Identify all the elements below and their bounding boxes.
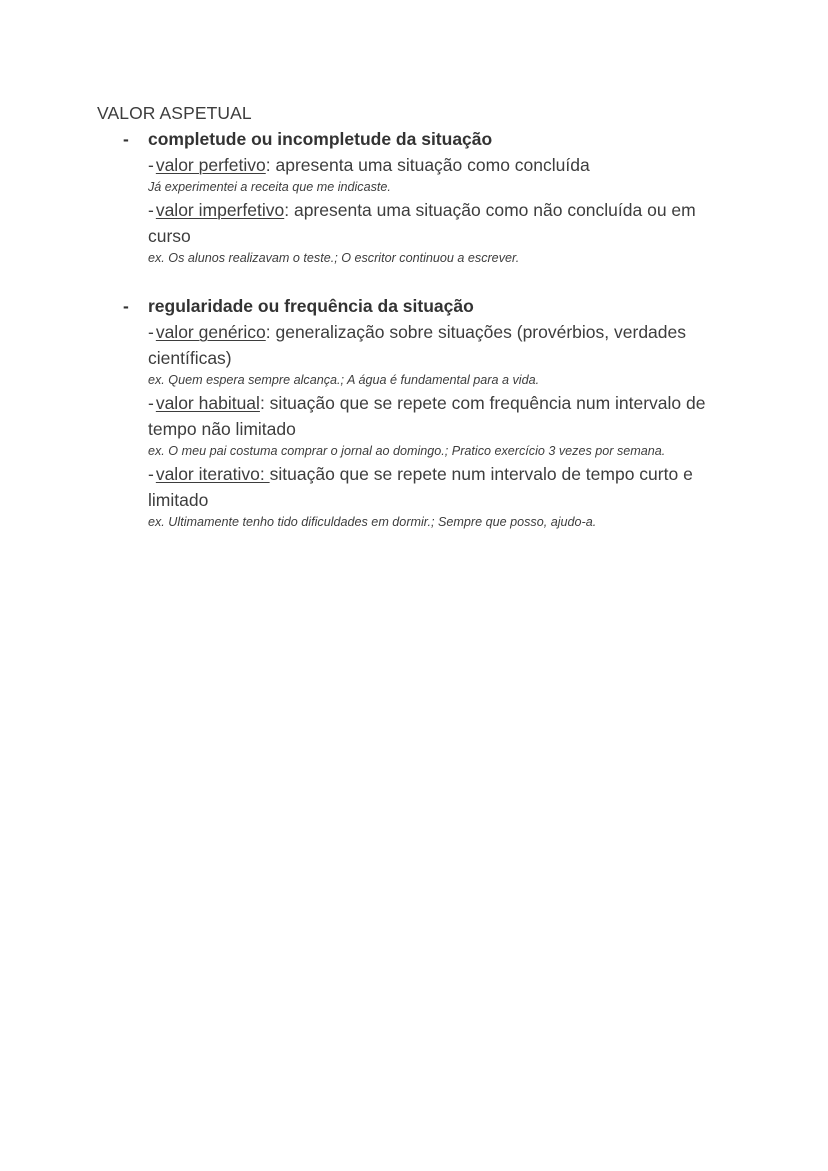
term-label: valor genérico <box>155 322 266 342</box>
term-separator: : <box>259 393 265 413</box>
page-title: VALOR ASPETUAL <box>97 103 252 123</box>
term-separator: : <box>265 155 271 175</box>
term-label: valor perfetivo <box>155 155 266 175</box>
bullet-marker-icon: - <box>123 296 129 316</box>
definition-text: generalização sobre situações (provérbios, verdades científicas) <box>148 322 686 368</box>
section-heading <box>123 293 757 319</box>
list-item <box>148 197 757 249</box>
list-item <box>148 152 757 178</box>
section-heading-label: completude ou incompletude da situação <box>148 129 493 149</box>
definition-text: situação que se repete num intervalo de tempo curto e limitado <box>148 464 693 510</box>
example-text: ex. Quem espera sempre alcança.; A água é fundamental para a vida. <box>148 373 540 387</box>
section-regularidade <box>97 293 757 532</box>
example-text: ex. Ultimamente tenho tido dificuldades em dormir.; Sempre que posso, ajudo-a. <box>148 515 597 529</box>
list-item <box>148 461 757 513</box>
term-label: valor habitual <box>155 393 260 413</box>
term-label: valor imperfetivo <box>155 200 285 220</box>
subitem-marker-icon: - <box>148 155 154 175</box>
example-text: ex. O meu pai costuma comprar o jornal ao domingo.; Pratico exercício 3 vezes por semana. <box>148 444 666 458</box>
subitem-text <box>148 197 728 249</box>
definition-text: apresenta uma situação como concluída <box>270 155 590 175</box>
term-label: valor iterativo: <box>155 464 270 484</box>
subitem-text <box>148 319 728 371</box>
list-item <box>148 390 757 442</box>
list-item <box>148 319 757 371</box>
subitem-text <box>148 390 728 442</box>
term-separator: : <box>284 200 290 220</box>
subitem-marker-icon: - <box>148 464 154 484</box>
subitem-text <box>148 461 728 513</box>
subitem-text <box>148 152 728 178</box>
definition-text: situação que se repete com frequência num intervalo de tempo não limitado <box>148 393 706 439</box>
section-heading <box>123 126 757 152</box>
example-text: Já experimentei a receita que me indicaste. <box>148 180 391 194</box>
term-separator: : <box>265 322 271 342</box>
subitem-marker-icon: - <box>148 322 154 342</box>
bullet-marker-icon: - <box>123 129 129 149</box>
section-completude <box>97 126 757 268</box>
document-body <box>97 101 757 532</box>
subitem-marker-icon: - <box>148 200 154 220</box>
example-text: ex. Os alunos realizavam o teste.; O escritor continuou a escrever. <box>148 251 520 265</box>
section-heading-label: regularidade ou frequência da situação <box>148 296 474 316</box>
definition-text: apresenta uma situação como não concluída ou em curso <box>148 200 696 246</box>
subitem-marker-icon: - <box>148 393 154 413</box>
